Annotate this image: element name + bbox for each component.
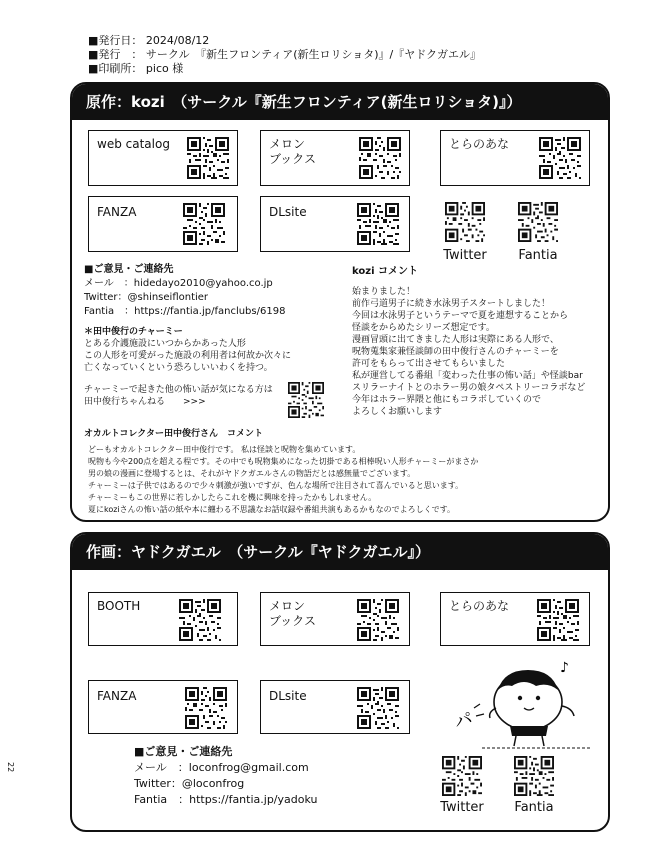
art-section: [70, 532, 610, 832]
store-label: BOOTH: [97, 599, 141, 613]
store-label: メロン ブックス: [269, 137, 317, 166]
tanaka-comment-title: オカルトコレクター田中俊行さん コメント: [84, 429, 264, 439]
twitter-qr-icon[interactable]: [445, 202, 485, 242]
contact-mail[interactable]: メール ：hidedayo2010@yahoo.co.jp: [84, 278, 273, 289]
store-melonbooks[interactable]: [260, 592, 410, 646]
contact-fantia[interactable]: Fantia ：https://fantia.jp/yadoku: [134, 793, 318, 806]
tanaka-comment-line: どーもオカルトコレクター田中俊行です。 私は怪談と呪物を集めています。: [88, 445, 361, 454]
qr-code-icon[interactable]: [359, 137, 401, 179]
charmy-line: とある介護施設にいつからかあった人形: [84, 339, 246, 349]
qr-code-icon[interactable]: [185, 687, 227, 729]
kozi-comment-line: よろしくお願いします: [352, 407, 443, 417]
svg-text:♪: ♪: [560, 660, 569, 676]
store-dlsite[interactable]: [260, 680, 410, 734]
tanaka-comment-line: チャーミーもこの世界に若しかしたらこれを機に興味を持ったかもしれません。: [88, 493, 377, 502]
tanaka-comment-line: 男の娘の漫画に登場するとは、それがヤドクガエルさんの物語だとは感無量でございます。: [88, 469, 416, 478]
tanaka-comment-line: チャーミーは子供ではあるので少々刺激が強いですが、色んな場所で注目されて喜んでいると思います。: [88, 481, 464, 490]
original-header: 原作：kozi （サークル『新生フロンティア(新生ロリショタ)』）: [72, 84, 608, 120]
contact-mail[interactable]: メール ：loconfrog@gmail.com: [134, 761, 309, 774]
qr-code-icon[interactable]: [357, 599, 399, 641]
kozi-comment-line: 前作弓道男子に続き水泳男子スタートしました！: [352, 299, 551, 309]
charmy-line: この人形を可愛がった施設の利用者は何故か次々に: [84, 351, 292, 361]
store-toranoana[interactable]: [440, 592, 590, 646]
kozi-comment-line: 今回は水泳男子というテーマで夏を連想することから: [352, 311, 569, 321]
tanaka-comment-line: 呪物も今や200点を超える程です。その中でも呪物集めになった切掛である相棒呪い人形チャーミーがまさか: [88, 457, 479, 466]
kozi-comment-title: kozi コメント: [352, 266, 418, 277]
kozi-comment-line: 呪物蒐集家兼怪談師の田中俊行さんのチャーミーを: [352, 347, 559, 357]
printer-label: ■印刷所：: [88, 62, 143, 75]
charmy-link-text: チャーミーで起きた他の怖い話が気になる方は: [84, 385, 273, 395]
kozi-comment-line: 今年はホラー界隈と他にもコラボしていくので: [352, 395, 542, 405]
issue-date: [88, 34, 209, 48]
store-label: web catalog: [97, 137, 170, 151]
qr-code-icon[interactable]: [537, 599, 579, 641]
kozi-comment-line: スリラーナイトとのホラー男の娘タペストリーコラボなど: [352, 383, 586, 393]
charmy-title: ＊田中俊行のチャーミー: [84, 327, 183, 337]
fantia-qr-icon[interactable]: [514, 756, 554, 796]
issue-date-label: ■発行日：: [88, 34, 143, 47]
contact-title: ■ご意見・ご連絡先: [84, 264, 174, 275]
contact-fantia[interactable]: Fantia ：https://fantia.jp/fanclubs/6198: [84, 306, 286, 317]
store-melonbooks[interactable]: [260, 130, 410, 186]
contact-title: ■ご意見・ご連絡先: [134, 745, 233, 758]
publisher-value: サークル 『新生フロンティア(新生ロリショタ)』/『ヤドクガエル』: [145, 48, 482, 61]
store-dlsite[interactable]: [260, 196, 410, 252]
fantia-qr-icon[interactable]: [518, 202, 558, 242]
fantia-label: Fantia: [514, 800, 554, 815]
original-section: [70, 82, 610, 522]
kozi-comment-line: 漫画冒頭に出てきました人形は実際にある人形で、: [352, 335, 559, 345]
kozi-comment-line: 許可をもらって出させてもらいました: [352, 359, 506, 369]
store-toranoana[interactable]: [440, 130, 590, 186]
qr-code-icon[interactable]: [187, 137, 229, 179]
charmy-link-text: 田中俊行ちゃんねる >>>: [84, 397, 206, 407]
tanaka-comment-line: 夏にkoziさんの怖い話の紙や本に纏わる不思議なお話収録や番組共演もあるかもなのでよろしくです。: [88, 505, 456, 514]
fantia-label: Fantia: [518, 248, 558, 263]
store-label: FANZA: [97, 205, 137, 219]
store-label: メロン ブックス: [269, 599, 317, 628]
issue-date-value: 2024/08/12: [145, 34, 210, 47]
contact-twitter[interactable]: Twitter：@shinseiflontier: [84, 292, 209, 303]
qr-code-icon[interactable]: [357, 687, 399, 729]
contact-twitter[interactable]: Twitter：@loconfrog: [134, 777, 245, 790]
qr-code-icon[interactable]: [539, 137, 581, 179]
page-number: 22: [6, 762, 15, 773]
store-fanza[interactable]: [88, 680, 238, 734]
twitter-qr-icon[interactable]: [442, 756, 482, 796]
kozi-comment-line: 怪談をからめたシリーズ想定です。: [352, 323, 495, 333]
publisher: [88, 48, 481, 62]
qr-code-icon[interactable]: [179, 599, 221, 641]
printer-value: pico 様: [145, 62, 184, 75]
store-booth[interactable]: [88, 592, 238, 646]
store-label: とらのあな: [449, 599, 510, 613]
kozi-comment-line: 私が運営してる番組「変わった仕事の怖い話」や怪談bar: [352, 371, 583, 381]
svg-text:パ: パ: [452, 708, 476, 734]
twitter-label: Twitter: [440, 800, 484, 815]
store-fanza[interactable]: [88, 196, 238, 252]
publisher-label: ■発行 ：: [88, 48, 143, 61]
twitter-label: Twitter: [443, 248, 487, 263]
youtube-qr-icon[interactable]: [288, 382, 324, 418]
store-label: DLsite: [269, 689, 307, 703]
qr-code-icon[interactable]: [183, 203, 225, 245]
frog-character-illustration: [452, 656, 602, 754]
store-web-catalog[interactable]: [88, 130, 238, 186]
charmy-line: 亡くなっていくという恐ろしいいわくを持つ。: [84, 363, 273, 373]
store-label: DLsite: [269, 205, 307, 219]
qr-code-icon[interactable]: [357, 203, 399, 245]
store-label: FANZA: [97, 689, 137, 703]
kozi-comment-line: 始まりました！: [352, 287, 416, 297]
printer: [88, 62, 183, 76]
art-header: 作画：ヤドクガエル （サークル『ヤドクガエル』）: [72, 534, 608, 570]
store-label: とらのあな: [449, 137, 510, 151]
